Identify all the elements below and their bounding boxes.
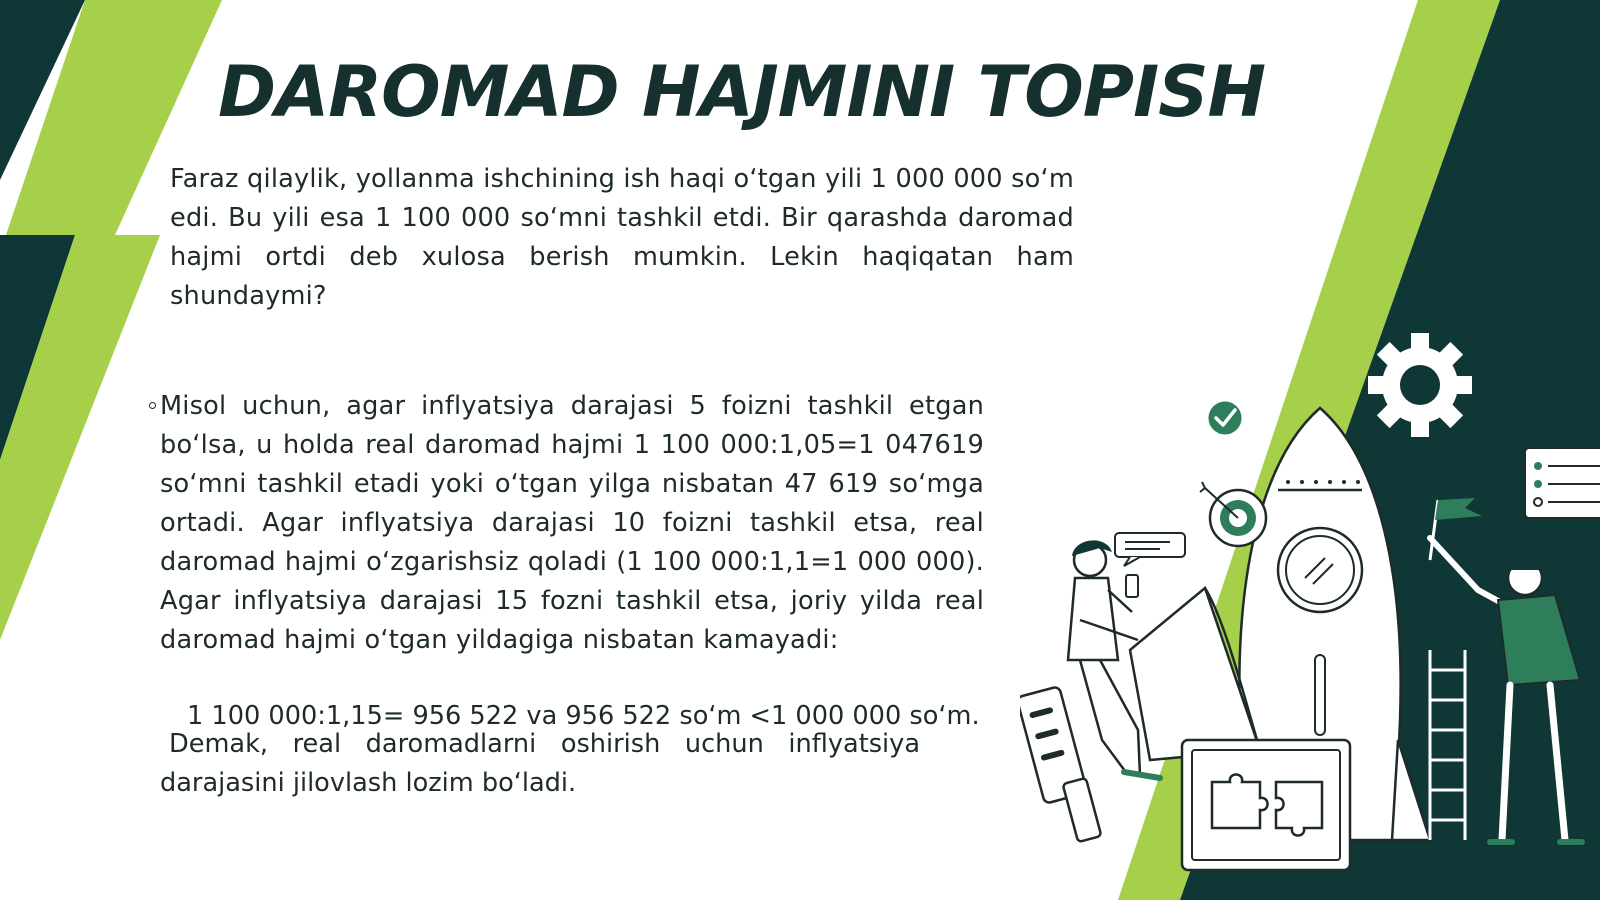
example-paragraph: Misol uchun, agar inflyatsiya darajasi 5 foizni tashkil etgan bo‘lsa, u holda real daromad hajmi 1 100 000:1,05=1 047619 so‘mni tashkil etadi yoki o‘tgan yilga nisbatan 47 619 so‘mga ortadi. Agar inflyatsiya darajasi 10 foizni tashkil etsa, real daromad hajmi o‘zgarishsiz qoladi (1 100 000:1,1=1 000 000). Agar inflyatsiya darajasi 15 fozni tashkil etsa, joriy yilda real daromad hajmi o‘tgan yildagiga nisbatan kamayadi: — [160, 391, 984, 655]
example-block — [160, 387, 984, 660]
conclusion-line-1: Demak, real daromadlarni oshirish uchun inflyatsiya — [169, 729, 920, 759]
puzzle-icon — [1182, 740, 1350, 870]
gear-icon — [1368, 333, 1472, 437]
bullet-icon — [149, 402, 156, 409]
calculation-line: 1 100 000:1,15= 956 522 va 956 522 so‘m <1 000 000 so‘m. — [187, 701, 980, 731]
person-right — [1430, 538, 1582, 842]
conclusion-line-2: darajasini jilovlash lozim bo‘ladi. — [160, 768, 577, 798]
page-title: DAROMAD HAJMINI TOPISH — [218, 51, 1266, 133]
chat-bubble-icon — [1115, 533, 1185, 566]
checklist-icon — [1525, 448, 1600, 518]
intro-paragraph: Faraz qilaylik, yollanma ishchining ish haqi o‘tgan yili 1 000 000 so‘m edi. Bu yili esa 1 100 000 so‘mni tashkil etdi. Bir qarashda daromad hajmi ortdi deb xulosa berish mumkin. Lekin haqiqatan ham shundaymi? — [170, 164, 1074, 311]
startup-illustration — [1020, 320, 1600, 900]
ladder-icon — [1430, 650, 1465, 840]
conclusion-paragraph — [160, 725, 920, 803]
target-icon — [1200, 482, 1266, 546]
checkmark-icon — [1207, 400, 1243, 436]
